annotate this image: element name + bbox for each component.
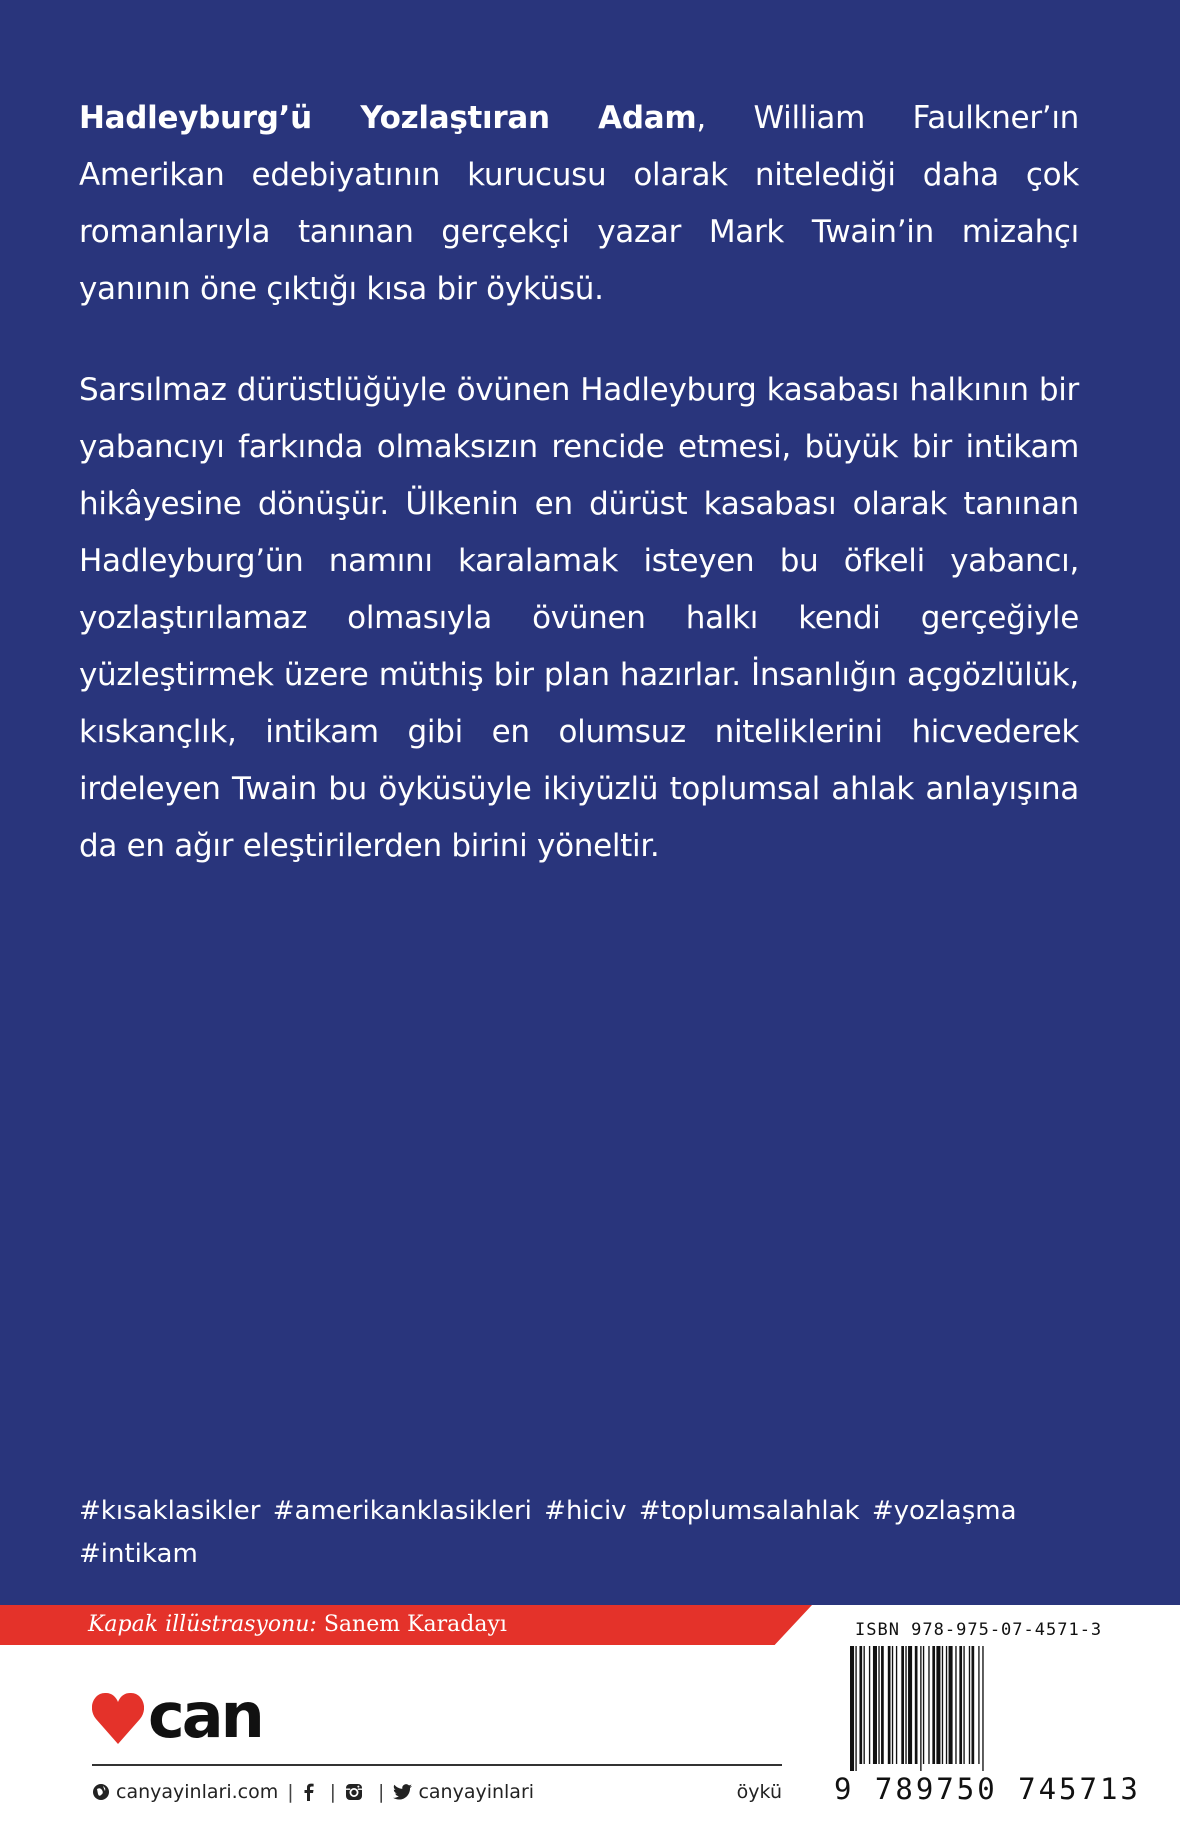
barcode-bar xyxy=(915,1646,918,1764)
logo-wordmark: can xyxy=(148,1679,262,1752)
barcode-bar xyxy=(963,1646,964,1764)
book-title: Hadleyburg’ü Yozlaştıran Adam xyxy=(79,100,697,136)
barcode-bar xyxy=(878,1646,879,1764)
barcode-bar xyxy=(896,1646,897,1764)
barcode-bar xyxy=(928,1646,929,1764)
footer-divider xyxy=(92,1764,782,1766)
hashtags: #kısaklasikler #amerikanklasikleri #hiciv #toplumsalahlak #yozlaşma #intikam xyxy=(79,1496,1017,1569)
barcode-bar xyxy=(978,1646,979,1764)
credit-label: Kapak illüstrasyonu: xyxy=(88,1612,317,1637)
blurb-paragraph-1 xyxy=(79,90,1079,318)
barcode-bar xyxy=(946,1646,947,1764)
facebook-icon[interactable] xyxy=(303,1783,315,1801)
barcode-bar xyxy=(869,1646,870,1764)
barcode-bar xyxy=(959,1646,962,1764)
ean-digits: 9 789750 745713 xyxy=(834,1772,1141,1806)
genre-label: öykü xyxy=(736,1781,782,1803)
social-handle[interactable]: canyayinlari xyxy=(418,1781,535,1803)
barcode-bar xyxy=(892,1646,893,1764)
heart-icon xyxy=(92,1692,144,1746)
barcode-bar xyxy=(901,1646,904,1764)
barcode-bar xyxy=(923,1646,924,1764)
barcode-bar xyxy=(942,1646,943,1764)
footer-separator: | xyxy=(378,1781,385,1803)
barcode xyxy=(850,1646,1096,1771)
blurb-paragraph-2: Sarsılmaz dürüstlüğüyle övünen Hadleyburg kasabası halkının bir yabancıyı farkında olmaksızın rencide etmesi, büyük bir intikam hikâyesine dönüşür. Ülkenin en dürüst kasabası olarak tanınan Hadleyburg’ün namını karalamak isteyen bu öfkeli yabancı, yozlaştırılamaz olmasıyla övünen halkı kendi gerçeğiyle yüzleştirmek üzere müthiş bir plan hazırlar. İnsanlığın açgözlülük, kıskançlık, intikam gibi en olumsuz niteliklerini hicvederek irdeleyen Twain bu öyküsüyle ikiyüzlü toplumsal ahlak anlayışına da en ağır eleştirilerden birini yöneltir. xyxy=(79,372,1079,864)
globe-icon xyxy=(92,1783,110,1801)
barcode-bar xyxy=(864,1646,865,1764)
barcode-bar xyxy=(955,1646,956,1764)
barcode-bar xyxy=(888,1646,891,1764)
barcode-bar xyxy=(905,1646,906,1764)
blurb-paragraph-1-text: , William Faulkner’ın Amerikan edebiyatının kurucusu olarak nitelediği daha çok romanlarıyla tanınan gerçekçi yazar Mark Twain’in mizahçı yanının öne çıktığı kısa bir öyküsü. xyxy=(79,100,1079,307)
isbn-text: ISBN 978-975-07-4571-3 xyxy=(855,1620,1103,1640)
barcode-bar xyxy=(855,1646,856,1771)
footer-separator: | xyxy=(329,1781,337,1803)
barcode-bar xyxy=(881,1646,884,1764)
barcode-bar xyxy=(936,1646,940,1764)
barcode-bar xyxy=(850,1646,854,1771)
twitter-icon[interactable] xyxy=(393,1784,412,1800)
barcode-bar xyxy=(859,1646,862,1764)
publisher-logo xyxy=(92,1679,292,1752)
barcode-bar xyxy=(969,1646,970,1764)
illustration-credit xyxy=(88,1608,507,1642)
credit-name: Sanem Karadayı xyxy=(323,1612,507,1637)
barcode-bar xyxy=(982,1646,983,1771)
footer-separator: | xyxy=(287,1781,294,1803)
publisher-footer xyxy=(92,1776,782,1808)
barcode-bar xyxy=(932,1646,935,1764)
barcode-bar xyxy=(873,1646,877,1764)
website-link[interactable]: canyayinlari.com xyxy=(116,1781,279,1803)
barcode-bar xyxy=(949,1646,953,1764)
barcode-bar xyxy=(920,1646,921,1771)
instagram-icon[interactable] xyxy=(345,1783,363,1801)
barcode-bar xyxy=(972,1646,975,1764)
barcode-bar xyxy=(908,1646,912,1764)
